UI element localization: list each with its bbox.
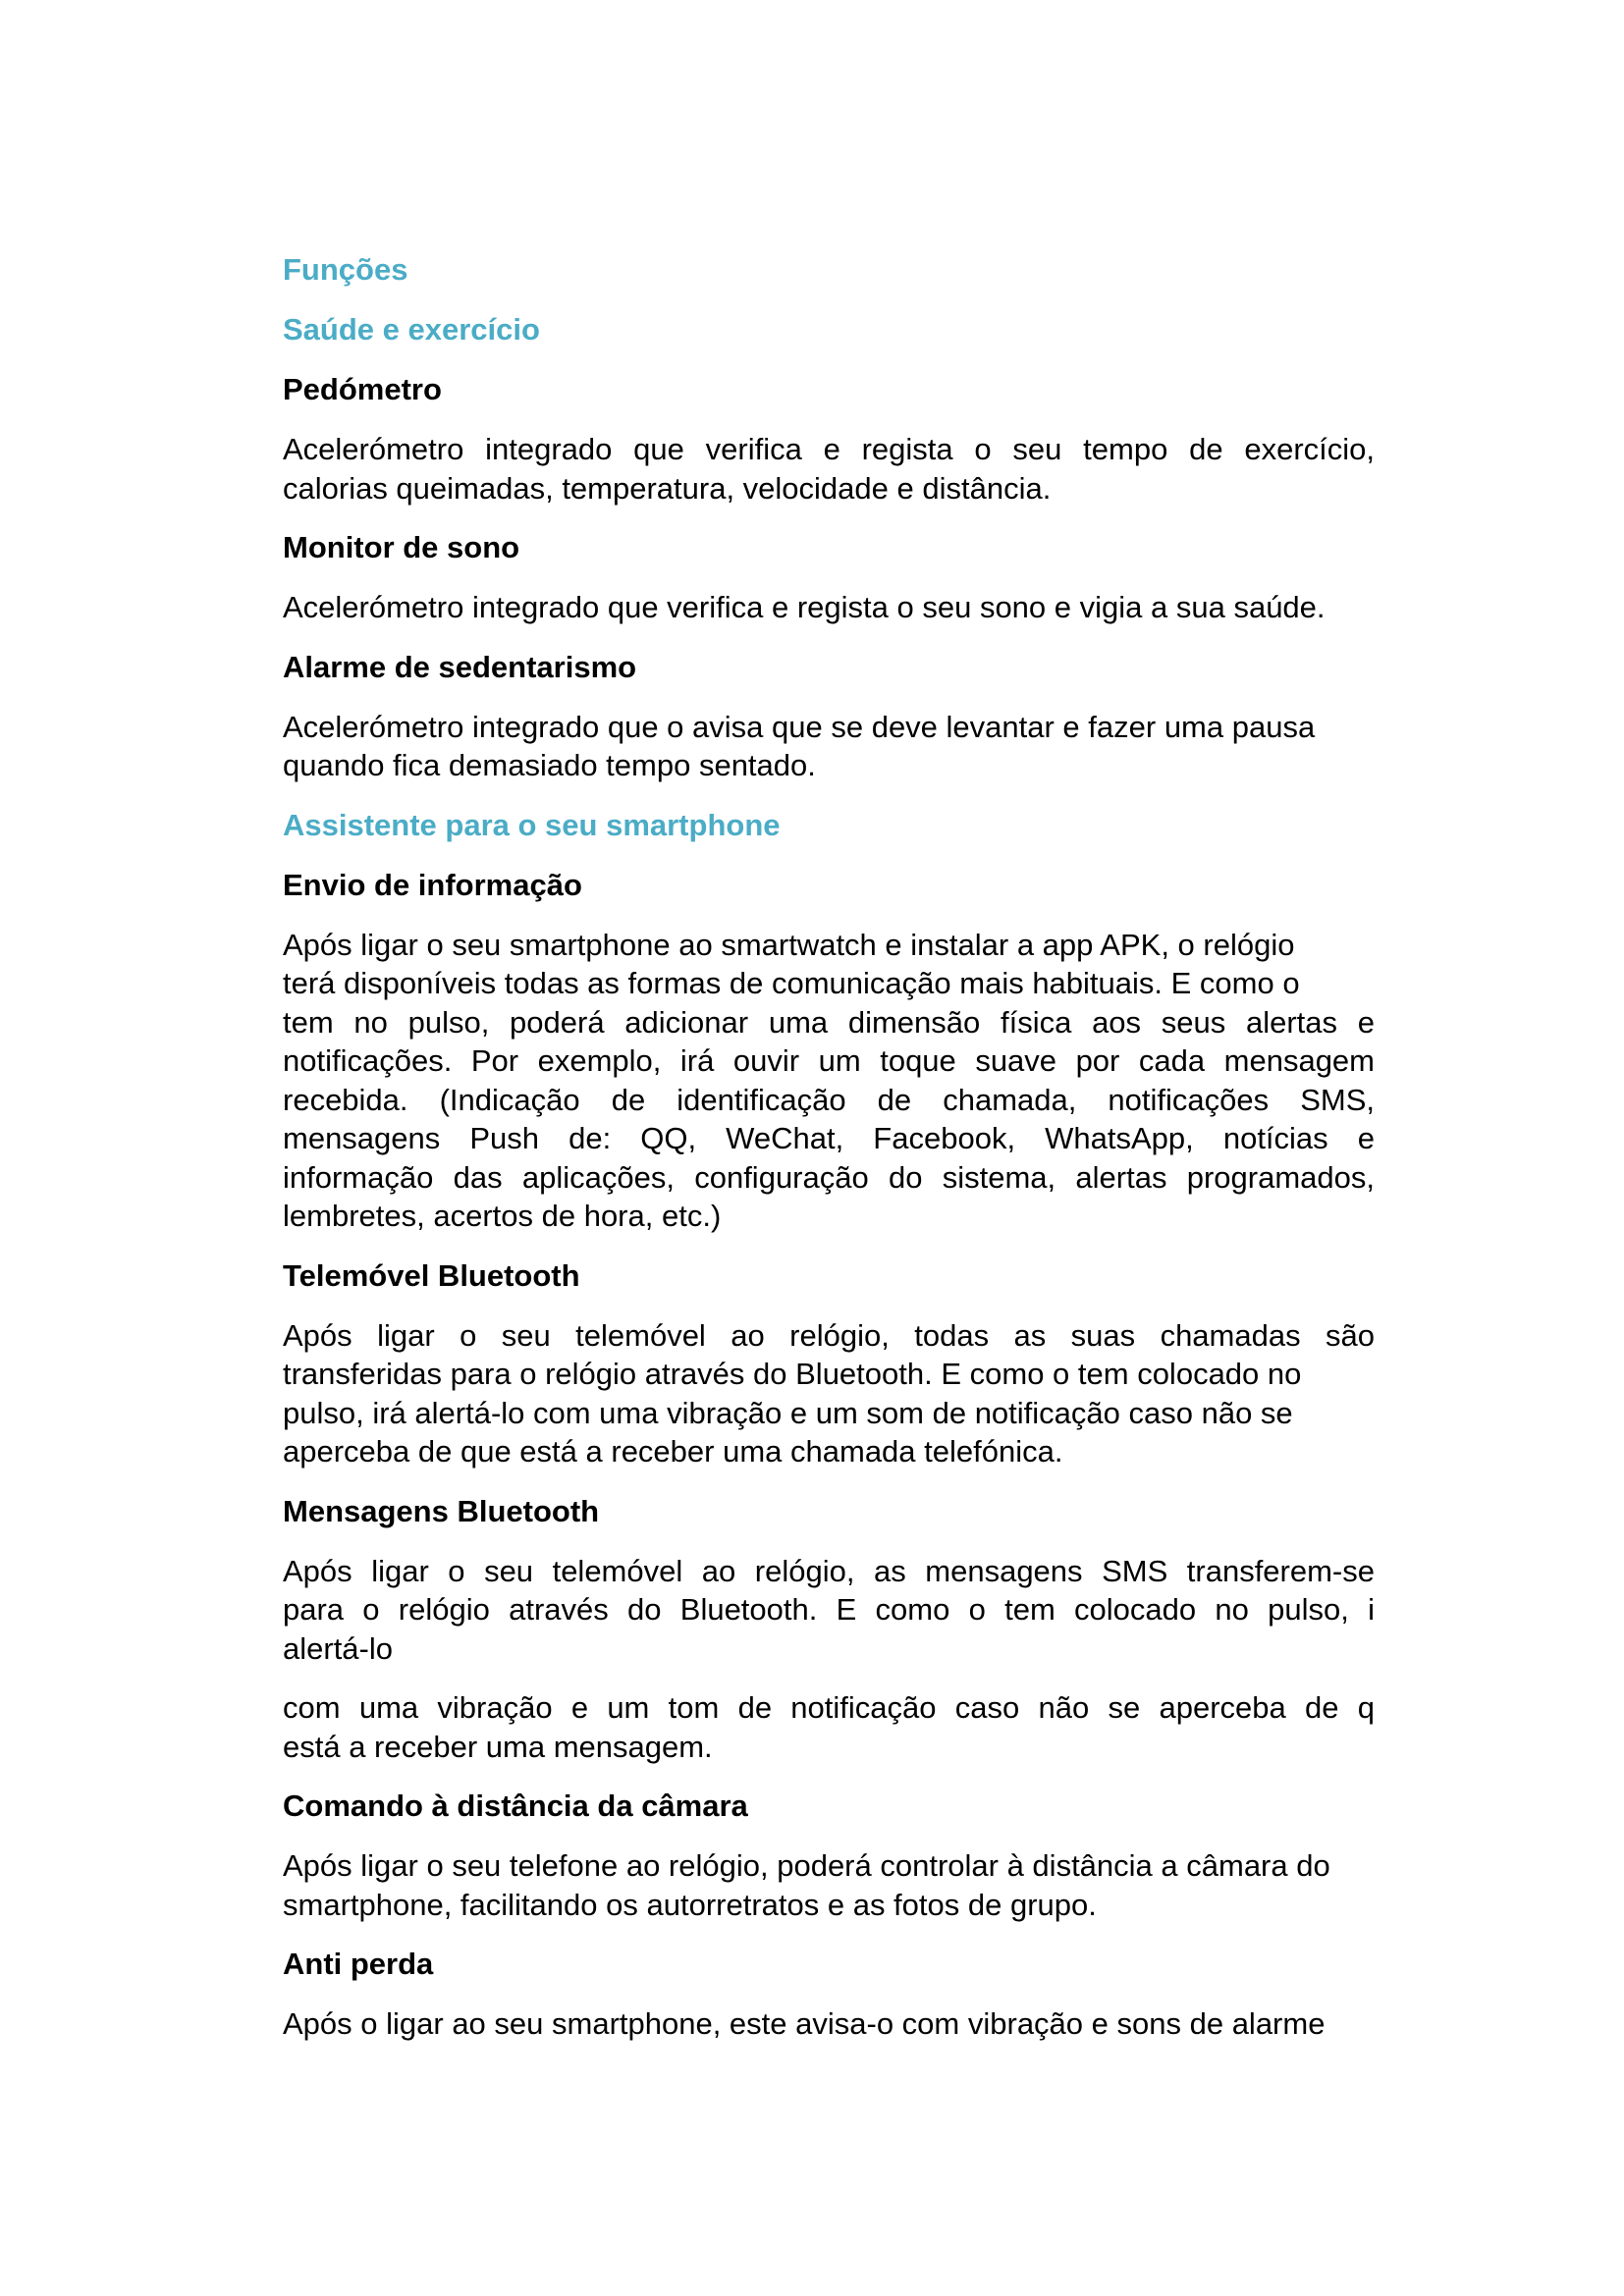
text-line: informação das aplicações, configuração do sistema, alertas programados, [283,1159,1375,1195]
section-title-pedometro: Pedómetro [283,372,442,406]
section-title-camara: Comando à distância da câmara [283,1789,748,1823]
section-title-envio: Envio de informação [283,867,582,902]
text-line: com uma vibração e um tom de notificação caso não se aperceba de q [283,1690,1375,1725]
text-line: Após ligar o seu telefone ao relógio, poderá controlar à distância a câmara do [283,1848,1330,1883]
text-line: aperceba de que está a receber uma chamada telefónica. [283,1434,1063,1468]
text-line: smartphone, facilitando os autorretratos e as fotos de grupo. [283,1887,1097,1922]
paragraph-alarme [283,708,1375,785]
document-page [283,250,1375,2064]
text-line: Acelerómetro integrado que o avisa que se deve levantar e fazer uma pausa [283,709,1316,744]
text-line: Acelerómetro integrado que verifica e regista o seu tempo de exercício, [283,432,1375,466]
text-line: Acelerómetro integrado que verifica e regista o seu sono e vigia a sua saúde. [283,590,1326,624]
text-line: notificações. Por exemplo, irá ouvir um toque suave por cada mensagem [283,1043,1375,1078]
text-line: lembretes, acertos de hora, etc.) [283,1199,722,1233]
text-line: quando fica demasiado tempo sentado. [283,748,816,782]
text-line: Após ligar o seu telemóvel ao relógio, todas as suas chamadas são [283,1317,1375,1353]
section-title-monitor-sono: Monitor de sono [283,530,520,564]
heading-saude-exercicio: Saúde e exercício [283,312,540,347]
text-line: para o relógio através do Bluetooth. E como o tem colocado no pulso, i [283,1592,1375,1627]
section-title-telemovel: Telemóvel Bluetooth [283,1257,580,1293]
section-title-mensagens: Mensagens Bluetooth [283,1493,600,1528]
paragraph-telemovel [283,1316,1375,1471]
paragraph-mensagens-b [283,1688,1375,1766]
text-line: terá disponíveis todas as formas de comunicação mais habituais. E como o [283,966,1300,1000]
paragraph-pedometro [283,430,1375,507]
paragraph-monitor-sono [283,588,1375,627]
heading-funcoes: Funções [283,252,408,287]
text-line: pulso, irá alertá-lo com uma vibração e um som de notificação caso não se [283,1395,1293,1430]
paragraph-mensagens-a [283,1552,1375,1669]
text-line: Após ligar o seu telemóvel ao relógio, as mensagens SMS transferem-se [283,1553,1375,1588]
text-line: Após o ligar ao seu smartphone, este avisa-o com vibração e sons de alarme [283,2006,1326,2041]
text-line: transferidas para o relógio através do Bluetooth. E como o tem colocado no [283,1357,1302,1391]
text-line: recebida. (Indicação de identificação de chamada, notificações SMS, [283,1082,1375,1117]
text-line: calorias queimadas, temperatura, velocidade e distância. [283,470,1052,506]
text-line: Após ligar o seu smartphone ao smartwatch e instalar a app APK, o relógio [283,927,1295,962]
section-title-anti-perda: Anti perda [283,1947,434,1981]
paragraph-anti-perda [283,2004,1375,2044]
paragraph-envio [283,926,1375,1236]
text-line: está a receber uma mensagem. [283,1729,713,1764]
text-line: tem no pulso, poderá adicionar uma dimensão física aos seus alertas e [283,1004,1375,1040]
paragraph-camara [283,1846,1375,1924]
text-line: alertá-lo [283,1630,393,1666]
section-title-alarme: Alarme de sedentarismo [283,649,637,684]
heading-assistente: Assistente para o seu smartphone [283,807,781,842]
text-line: mensagens Push de: QQ, WeChat, Facebook, WhatsApp, notícias e [283,1121,1375,1155]
